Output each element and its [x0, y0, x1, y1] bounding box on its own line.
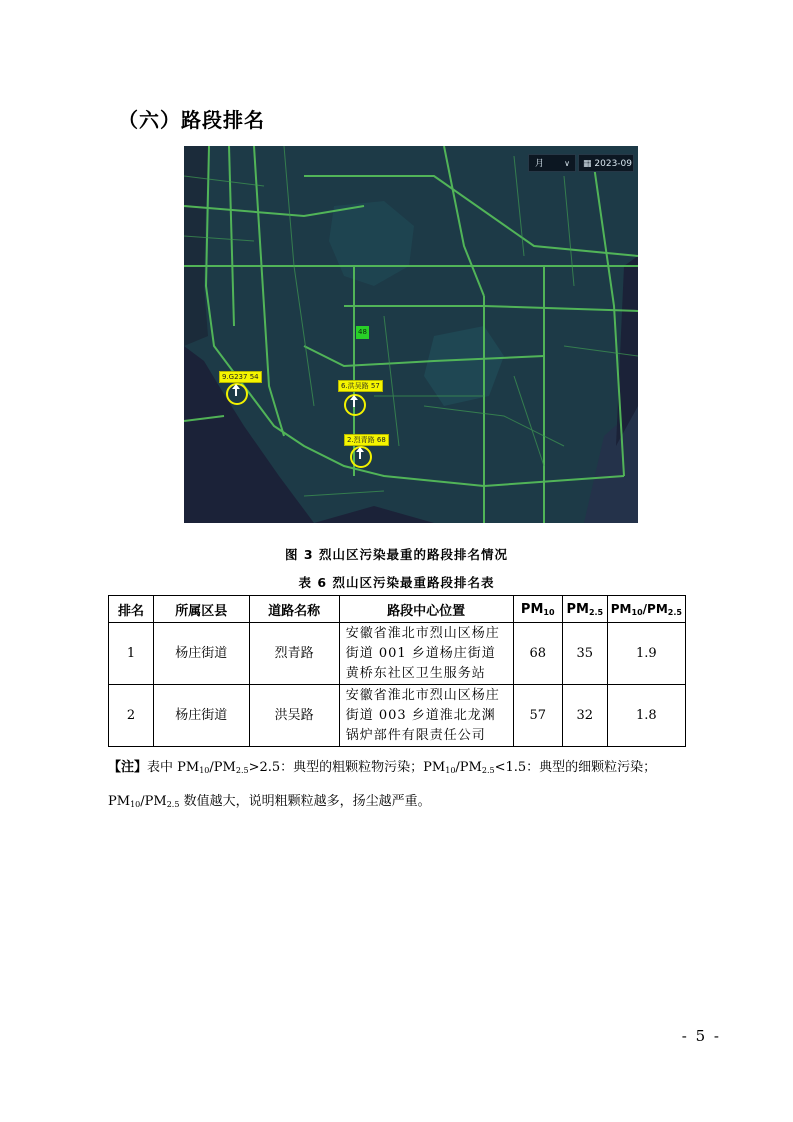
- calendar-icon: ▦: [583, 159, 592, 169]
- cell-rank: 1: [109, 623, 154, 685]
- arrow-icon: [353, 398, 355, 407]
- cell-rank: 2: [109, 685, 154, 747]
- header-pm10: $PM_{10}$: [513, 596, 562, 623]
- header-road: 道路名称: [249, 596, 339, 623]
- road-label-lieqing[interactable]: 2.烈青路 68: [344, 434, 389, 446]
- cell-district: 杨庄街道: [153, 623, 249, 685]
- section-heading: （六）路段排名: [118, 108, 265, 132]
- cell-pm10: 68: [513, 623, 562, 685]
- table-note: 【注】表中 $PM_{10}/PM_{2.5}>2.5$：典型的粗颗粒物污染；$PM_{10}/PM_{2.5}<1.5$：典型的细颗粒污染；$PM_{10}/PM_{2.5}$ 数值越大，说明粗颗粒越多，扬尘越严重。: [108, 760, 657, 809]
- map-marker-hongwu[interactable]: [344, 394, 366, 416]
- period-select[interactable]: [528, 154, 576, 172]
- road-ranking-table: [108, 595, 686, 747]
- header-rank: 排名: [109, 596, 154, 623]
- header-ratio: $PM_{10}/PM_{2.5}$: [607, 596, 685, 623]
- arrow-icon: [235, 387, 237, 396]
- table-row: [109, 685, 686, 747]
- cell-road: 烈青路: [249, 623, 339, 685]
- date-value: 2023-09: [594, 159, 632, 169]
- table-row: [109, 623, 686, 685]
- header-location: 路段中心位置: [339, 596, 513, 623]
- map-marker-lieqing[interactable]: [350, 446, 372, 468]
- header-district: 所属区县: [153, 596, 249, 623]
- map-marker-g237[interactable]: [226, 383, 248, 405]
- cell-district: 杨庄街道: [153, 685, 249, 747]
- table-caption: 表 6 烈山区污染最重路段排名表: [298, 575, 495, 590]
- road-ranking-map[interactable]: [184, 146, 638, 523]
- header-pm25: $PM_{2.5}$: [562, 596, 607, 623]
- cell-pm25: 32: [562, 685, 607, 747]
- cell-ratio: 1.8: [607, 685, 685, 747]
- table-header-row: [109, 596, 686, 623]
- cell-road: 洪吴路: [249, 685, 339, 747]
- cell-pm10: 57: [513, 685, 562, 747]
- date-picker[interactable]: [578, 154, 634, 172]
- cell-pm25: 35: [562, 623, 607, 685]
- pollution-badge[interactable]: 48: [356, 326, 369, 339]
- note-label: 【注】: [108, 760, 148, 775]
- road-label-hongwu[interactable]: 6.洪吴路 57: [338, 380, 383, 392]
- page-number: - 5 -: [681, 1027, 721, 1045]
- arrow-icon: [359, 450, 361, 459]
- cell-location: 安徽省淮北市烈山区杨庄街道 003 乡道淮北龙渊锅炉部件有限责任公司: [339, 685, 513, 747]
- cell-location: 安徽省淮北市烈山区杨庄街道 001 乡道杨庄街道黄桥东社区卫生服务站: [339, 623, 513, 685]
- chevron-down-icon: ∨: [564, 159, 570, 168]
- road-label-g237[interactable]: 9.G237 54: [219, 371, 262, 383]
- period-label: 月: [535, 159, 545, 169]
- figure-caption: 图 3 烈山区污染最重的路段排名情况: [285, 547, 508, 562]
- map-canvas: [184, 146, 638, 523]
- cell-ratio: 1.9: [607, 623, 685, 685]
